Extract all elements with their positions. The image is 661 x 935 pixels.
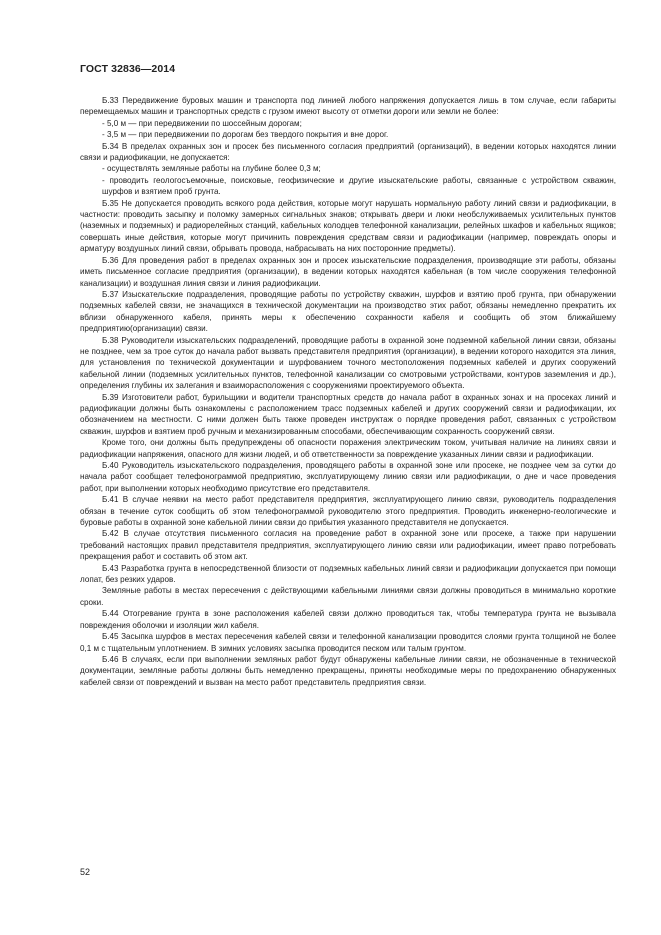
list-item: - 3,5 м — при передвижении по дорогам без твердого покрытия и вне дорог. [102, 130, 389, 140]
paragraph: Б.46 В случаях, если при выполнении земляных работ будут обнаружены кабельные линии связи, не обозначенные в технической документации, земляные работы должны быть немедленно прекращены, приняты необходимые меры по предохранению обнаруженных кабелей связи от повреждений и вызван на место работ представитель предприятия связи. [80, 654, 616, 687]
paragraph: Б.37 Изыскательские подразделения, проводящие работы по устройству скважин, шурфов и взятию проб грунта, при обнаружении подземных кабелей связи, не значащихся в технической документации на производство этих работ, обязаны немедленно прекратить их вблизи обнаруженного кабеля, принять меры к обеспечению сохранности кабеля и сообщить об этом ближайшему предприятию(организации) связи. [80, 289, 616, 334]
list-item: - 5,0 м — при передвижении по шоссейным дорогам; [102, 118, 302, 128]
document-body [80, 95, 616, 688]
paragraph: Б.43 Разработка грунта в непосредственной близости от подземных кабельных линий связи и радиофикации допускается при помощи лопат, без резких ударов. [80, 563, 616, 585]
paragraph: Земляные работы в местах пересечения с действующими кабельными линиями связи должны проводиться в минимально короткие сроки. [80, 586, 616, 607]
paragraph: Б.42 В случае отсутствия письменного согласия на проведение работ в охранной зоне или просеке, а также при нарушении требований настоящих правил представителя предприятия, эксплуатирующего линию связи или радиофикации, имеет право потребовать прекращения работ и составить об этом акт. [80, 529, 616, 562]
paragraph: Б.41 В случае неявки на место работ представителя предприятия, эксплуатирующего линию связи, руководитель подразделения обязан в течение суток сообщить об этом телефонограммой руководителю этого предприятия. Проводить инженерно-геологические и буровые работы в охранной зоне кабельной линии связи до прибытия указанного представителя не допускается. [80, 495, 616, 528]
paragraph: Кроме того, они должны быть предупреждены об опасности поражения электрическим током, учитывая наличие на линиях связи и радиофикации напряжения, опасного для жизни людей, и об ответственности за повреждение указанных линии связи и радиофикации. [80, 438, 616, 459]
paragraph: Б.35 Не допускается проводить всякого рода действия, которые могут нарушать нормальную работу линий связи и радиофикации, в частности: проводить засыпку и поломку замерных сигнальных знаков; открывать двери и люки необслуживаемых усилительных пунктов (наземных и подземных) и радиорелейных станций, кабельных колодцев телефонной канализации, релейных шкафов и кабельных ящиков; совершать иные действия, которые могут причинить повреждения средствам связи и радиофикации (например, повреждать опоры и арматуру воздушных линий связи, обрывать провода, набрасывать на них посторонние предметы). [80, 198, 616, 254]
list-item: - осуществлять земляные работы на глубине более 0,3 м; [102, 164, 321, 174]
paragraph: Б.33 Передвижение буровых машин и транспорта под линией любого напряжения допускается лишь в том случае, если габариты перемещаемых машин и транспортных средств с грузом имеют высоту от отметки дороги или земли не более: [80, 96, 616, 117]
paragraph: Б.40 Руководитель изыскательского подразделения, проводящего работы в охранной зоне или просеке, не позднее чем за сутки до начала работ сообщает телефонограммой предприятию, эксплуатирующему линию связи или радиофикации, о дне и часе проведения работ, при выполнении которых необходимо присутствие его представителя. [80, 461, 616, 493]
paragraph: Б.39 Изготовители работ, бурильщики и водители транспортных средств до начала работ в охранных зонах и на просеках линий и радиофикации должны быть ознакомлены с расположением трасс подземных кабелей и других сооружений связи и радиофикации, их обозначением на местности. С ними должен быть также проведен инструктаж о порядке проведения работ, связанных с устройством скважин, шурфов и взятием проб ручным и механизированным способами, обеспечивающим сохранность сооружений связи. [80, 392, 616, 436]
page-number: 52 [80, 867, 91, 877]
paragraph: Б.36 Для проведения работ в пределах охранных зон и просек изыскательские подразделения, производящие эти работы, обязаны иметь письменное согласие предприятия (организации), в ведении которых находятся кабельная (в том числе сооружения телефонной канализации) и воздушная линия связи и линия радиофикации. [80, 255, 616, 288]
paragraph: Б.34 В пределах охранных зон и просек без письменного согласия предприятий (организаций), в ведении которых находятся линии связи и радиофикации, не допускается: [80, 141, 616, 163]
standard-header: ГОСТ 32836—2014 [80, 63, 176, 75]
list-item: - проводить геологосъемочные, поисковые, геофизические и другие изыскательские работы, связанные с устройством скважин, шурфов и взятием проб грунта. [102, 175, 616, 197]
paragraph: Б.38 Руководители изыскательских подразделений, проводящие работы в охранной зоне подземной кабельной линии связи, обязаны не позднее, чем за трое суток до начала работ вызвать представителя предприятия (организации), в ведении которого находится эта линия, для установления по технической документации и шурфованием точного местоположения подземных кабелей и других сооружений кабельной линии (подземных усилительных пунктов, телефонной канализации со смотровыми устройствами, контуров заземления и др.), определения глубины их залегания и взаиморасположения с сооружениями проектируемого объекта. [80, 335, 616, 391]
paragraph: Б.44 Отогревание грунта в зоне расположения кабелей связи должно проводиться так, чтобы температура грунта не вызывала повреждения оболочки и изоляции жил кабеля. [80, 609, 616, 630]
paragraph: Б.45 Засыпка шурфов в местах пересечения кабелей связи и телефонной канализации проводится слоями грунта толщиной не более 0,1 м с тщательным уплотнением. В зимних условиях засыпка проводится песком или талым грунтом. [80, 632, 616, 653]
